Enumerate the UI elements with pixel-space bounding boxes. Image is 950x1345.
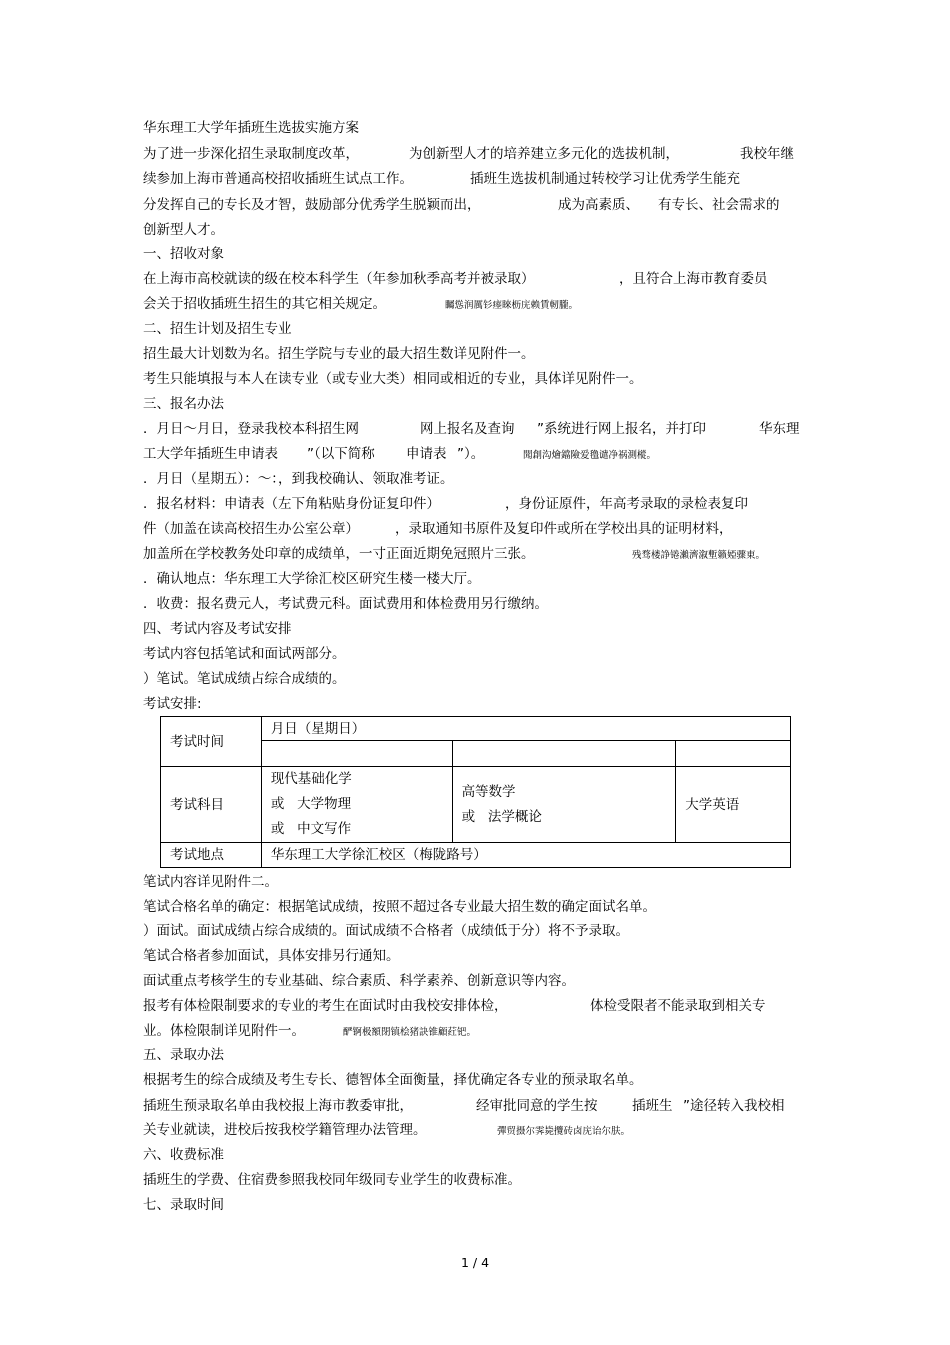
intro-text: 有专长、社会需求的 [658, 197, 780, 213]
exam-schedule-table [160, 716, 791, 868]
intro-line-4: 创新型人才。 [143, 222, 224, 238]
table-cell-subjects-3: 大学英语 [676, 767, 791, 843]
intro-text: 续参加上海市普通高校招收插班生试点工作。 [143, 171, 413, 187]
intro-text: 插班生选拔机制通过转校学习让优秀学生能充 [470, 171, 740, 187]
paragraph-line: 笔试合格名单的确定：根据笔试成绩，按照不超过各专业最大招生数的确定面试名单。 [143, 899, 656, 915]
body-text: 件（加盖在读高校招生办公室公章） [143, 521, 359, 537]
table-cell-empty [261, 741, 452, 767]
garbled-text: 彈贸摄尔霁毙攬砖卤庑诒尔肤。 [497, 1126, 631, 1137]
garbled-text: 聞創沟燴鐺險爱氇谴净祸測樅。 [523, 450, 657, 461]
body-text: 华东理 [759, 421, 800, 437]
table-row [161, 767, 791, 843]
table-label-cell: 考试科目 [161, 767, 262, 843]
paragraph-line: 考生只能填报与本人在读专业（或专业大类）相同或相近的专业，具体详见附件一。 [143, 371, 643, 387]
body-text: 网上报名及查询 [420, 421, 515, 437]
table-cell-place: 华东理工大学徐汇校区（梅陇路号） [261, 843, 790, 868]
document-title: 华东理工大学年插班生选拔实施方案 [143, 120, 359, 136]
body-text: ”系统进行网上报名，并打印 [537, 421, 706, 437]
body-text: 插班生预录取名单由我校报上海市教委审批， [143, 1098, 413, 1114]
body-text: 申请表 [406, 446, 447, 462]
body-text: ．报名材料：申请表（左下角粘贴身份证复印件） [143, 496, 440, 512]
body-text: ”）。 [457, 446, 485, 462]
paragraph-line: ．月日（星期五）：～：，到我校确认、领取准考证。 [143, 471, 454, 487]
section-heading: 五、录取办法 [143, 1047, 224, 1063]
table-cell-empty [676, 741, 791, 767]
table-label-cell: 考试时间 [161, 717, 262, 767]
garbled-text: 酽锕极額閉镇桧猪訣锥顧荭钯。 [343, 1027, 477, 1038]
section-heading: 二、招生计划及招生专业 [143, 321, 292, 337]
subject-option: 或 法学概论 [461, 808, 542, 825]
garbled-text: 矚慫润厲钐瘗睞枥庑赖賃軔朧。 [445, 300, 579, 311]
paragraph-line: 插班生的学费、住宿费参照我校同年级同专业学生的收费标准。 [143, 1172, 521, 1188]
body-text: 业。体检限制详见附件一。 [143, 1023, 305, 1039]
body-text: ，身份证原件，年高考录取的录检表复印 [505, 496, 748, 512]
subject-option: 或 中文写作 [270, 821, 352, 837]
garbled-text: 残骛楼諍锩瀨濟溆塹籟婭骤東。 [632, 550, 766, 561]
table-cell-date: 月日（星期日） [261, 717, 790, 741]
table-row [161, 717, 791, 741]
body-text: 工大学年插班生申请表 [143, 446, 278, 462]
paragraph-line: 考试内容包括笔试和面试两部分。 [143, 646, 346, 662]
body-text: 体检受限者不能录取到相关专 [590, 998, 766, 1014]
body-text: 报考有体检限制要求的专业的考生在面试时由我校安排体检， [143, 998, 508, 1014]
table-cell-empty [452, 741, 676, 767]
table-cell-subjects-2 [452, 767, 676, 843]
section-heading: 四、考试内容及考试安排 [143, 621, 292, 637]
paragraph-line: ．收费：报名费元人，考试费元科。面试费用和体检费用另行缴纳。 [143, 596, 548, 612]
subject-option: 现代基础化学 [270, 771, 352, 787]
body-text: ．月日～月日，登录我校本科招生网 [143, 421, 359, 437]
paragraph-line: 笔试内容详见附件二。 [143, 874, 278, 890]
intro-text: 成为高素质、 [558, 197, 639, 213]
paragraph-line: 笔试合格者参加面试，具体安排另行通知。 [143, 948, 400, 964]
table-row [161, 843, 791, 868]
body-text: 加盖所在学校教务处印章的成绩单，一寸正面近期免冠照片三张。 [143, 546, 535, 562]
paragraph-line: ）面试。面试成绩占综合成绩的。面试成绩不合格者（成绩低于分）将不予录取。 [143, 923, 629, 939]
subject-option: 或 大学物理 [270, 796, 352, 812]
intro-text: 为创新型人才的培养建立多元化的选拔机制， [409, 146, 679, 162]
paragraph-line: ．确认地点：华东理工大学徐汇校区研究生楼一楼大厅。 [143, 571, 481, 587]
body-text: 插班生 [632, 1098, 673, 1114]
section-heading: 三、报名办法 [143, 396, 224, 412]
paragraph-line: 面试重点考核学生的专业基础、综合素质、科学素养、创新意识等内容。 [143, 973, 575, 989]
subject-option: 高等数学 [461, 783, 516, 800]
body-text: ，录取通知书原件及复印件或所在学校出具的证明材料， [395, 521, 733, 537]
body-text: 会关于招收插班生招生的其它相关规定。 [143, 296, 386, 312]
section-heading: 一、招收对象 [143, 246, 224, 262]
paragraph-line: 根据考生的综合成绩及考生专长、德智体全面衡量，择优确定各专业的预录取名单。 [143, 1072, 643, 1088]
body-text: ”（以下简称 [307, 446, 375, 462]
body-text: ”途径转入我校相 [683, 1098, 785, 1114]
intro-text: 分发挥自己的专长及才智，鼓励部分优秀学生脱颖而出， [143, 197, 481, 213]
intro-text: 为了进一步深化招生录取制度改革， [143, 146, 359, 162]
section-heading: 七、录取时间 [143, 1197, 224, 1213]
body-text: ，且符合上海市教育委员 [619, 271, 768, 287]
body-text: 在上海市高校就读的级在校本科学生（年参加秋季高考并被录取） [143, 271, 535, 287]
body-text: 经审批同意的学生按 [476, 1098, 598, 1114]
section-heading: 六、收费标准 [143, 1147, 224, 1163]
paragraph-line: 考试安排: [143, 696, 202, 712]
intro-text: 我校年继 [740, 146, 794, 162]
paragraph-line: ）笔试。笔试成绩占综合成绩的。 [143, 671, 346, 687]
body-text: 关专业就读，进校后按我校学籍管理办法管理。 [143, 1122, 427, 1138]
table-cell-subjects-1 [261, 767, 452, 843]
page-number: 1 / 4 [460, 1255, 490, 1270]
table-label-cell: 考试地点 [161, 843, 262, 868]
paragraph-line: 招生最大计划数为名。招生学院与专业的最大招生数详见附件一。 [143, 346, 535, 362]
